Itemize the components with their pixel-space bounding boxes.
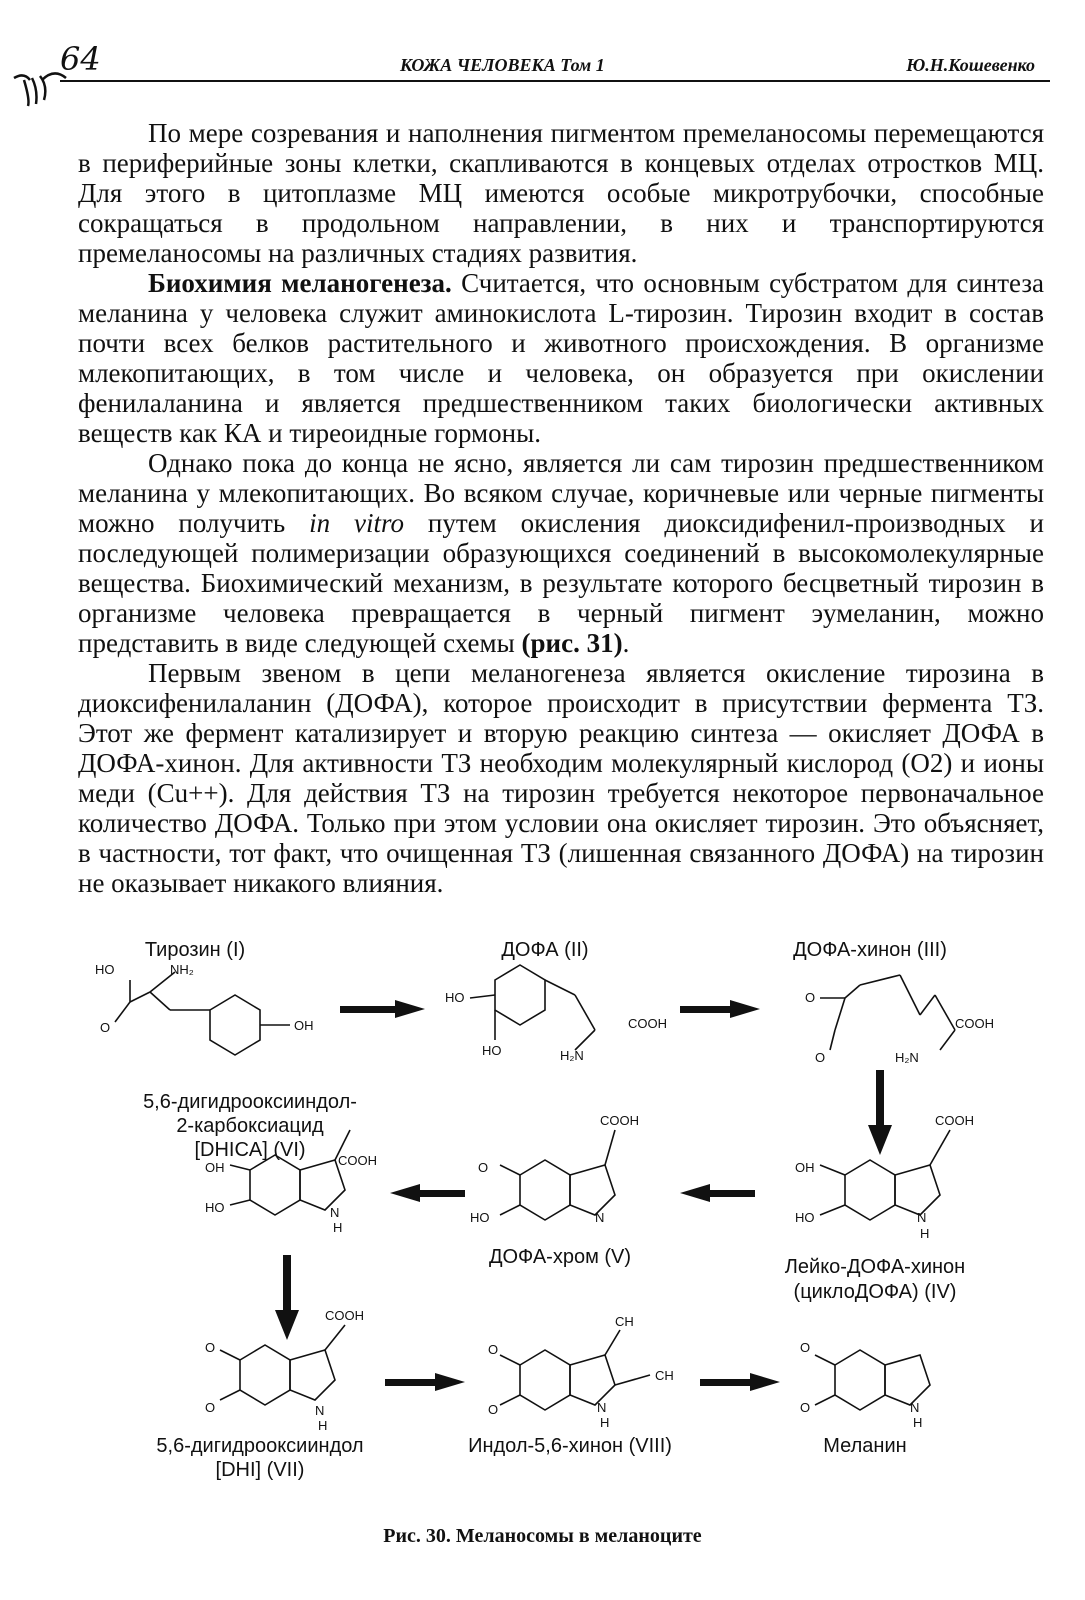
- arrow-down-2: [275, 1255, 299, 1340]
- label-indolequinone: Индол-5,6-хинон (VIII): [468, 1435, 672, 1457]
- label-dopachrome: ДОФА-хром (V): [488, 1246, 632, 1268]
- indolequinone-structure: [500, 1330, 650, 1410]
- label-melanin: Меланин: [823, 1435, 907, 1457]
- atom-label: CH: [655, 1368, 674, 1383]
- arrow-right-3: [385, 1373, 465, 1391]
- atom-label: N: [315, 1403, 325, 1418]
- paragraph-1: По мере созревания и наполнения пигментом премеланосомы перемещаются в периферийные зоны клетки, скапливаются в концевых отделах отростков МЦ. Для этого в цитоплазме МЦ имеются особые микротрубочки, способные сокращаться в продольном направлении, в них и транспортируются премеланосомы на различных стадиях развития.: [78, 118, 1044, 268]
- dopa-structure: [470, 965, 595, 1050]
- section-heading: Биохимия меланогенеза.: [148, 268, 452, 298]
- label-dopaquinone: ДОФА-хинон (III): [793, 939, 947, 961]
- atom-label: HO: [482, 1043, 502, 1058]
- atom-label: COOH: [338, 1153, 377, 1168]
- label-tyrosine: Тирозин (I): [144, 939, 246, 961]
- arrow-right-1: [340, 1000, 425, 1018]
- paragraph-3-end: .: [622, 628, 630, 658]
- arrow-left-1: [680, 1184, 755, 1202]
- atom-label: O: [478, 1160, 489, 1175]
- dopaquinone-structure: [820, 975, 955, 1050]
- paragraph-4: Первым звеном в цепи меланогенеза является окисление тирозина в диоксифенилаланин (ДОФА), которое происходит в присутствии фермента ТЗ. Этот же фермент катализирует и вторую реакцию синтеза — окисляет ДОФА в ДОФА-хинон. Для активности ТЗ необходим молекулярный кислород (О2) и ионы меди (Cu++). Для действия ТЗ на тирозин требуется некоторое первоначальное количество ДОФА. Только при этом условии она окисляет тирозин. Это объясняет, в частности, тот факт, что очищенная ТЗ (лишенная связанного ДОФА) на тирозин не оказывает никакого влияния.: [78, 658, 1044, 898]
- atom-label: HO: [95, 962, 115, 977]
- atom-label: OH: [795, 1160, 815, 1175]
- melanogenesis-scheme: [0, 920, 1085, 1520]
- label-dhica-line3: [DHICA] (VI): [194, 1139, 306, 1161]
- ornament-icon: [10, 70, 70, 110]
- leukodopaquinone-structure: [820, 1130, 950, 1220]
- atom-label: OH: [294, 1018, 314, 1033]
- atom-label: H: [913, 1415, 923, 1430]
- paragraph-3-text-a: Однако пока до конца не ясно, является ли сам тирозин предшественником меланина у млекопитающих. Во всяком случае, коричневые или черные пигменты можно получить: [78, 448, 1044, 538]
- atom-label: N: [917, 1210, 927, 1225]
- atom-label: O: [488, 1342, 499, 1357]
- atom-label: HO: [795, 1210, 815, 1225]
- atom-label: COOH: [325, 1308, 364, 1323]
- atom-label: OH: [205, 1160, 225, 1175]
- running-author: Ю.Н.Кошевенко: [906, 55, 1035, 75]
- atom-label: H: [600, 1415, 610, 1430]
- header-rule: [60, 80, 1050, 82]
- label-dhica-line1: 5,6-дигидрооксииндол-: [143, 1091, 357, 1113]
- atom-label: N: [597, 1400, 607, 1415]
- atom-label: COOH: [935, 1113, 974, 1128]
- running-title: КОЖА ЧЕЛОВЕКА Том 1: [400, 55, 605, 75]
- atom-label: H: [920, 1226, 930, 1241]
- atom-label: N: [595, 1210, 605, 1225]
- label-dhi-line2: [DHI] (VII): [215, 1459, 305, 1481]
- atom-label: H: [318, 1418, 328, 1433]
- atom-label: O: [100, 1020, 111, 1035]
- figure-reference: (рис. 31): [521, 628, 623, 658]
- label-dhi-line1: 5,6-дигидрооксииндол: [156, 1435, 364, 1457]
- label-dopa: ДОФА (II): [501, 939, 589, 961]
- dhica-structure: [230, 1130, 350, 1215]
- atom-label: COOH: [628, 1016, 667, 1031]
- paragraph-2-text: Считается, что основным субстратом для синтеза меланина у человека служит аминокислота L-тирозин. Тирозин входит в состав почти всех белков растительного и животного происхождения. В организме млекопитающих, в том числе и человека, он образуется при окислении фенилаланина и является предшественником таких биологически активных веществ как КА и тиреоидные гормоны.: [78, 268, 1044, 448]
- paragraph-2: [78, 268, 1044, 448]
- label-dhica-line2: 2-карбоксиацид: [176, 1115, 324, 1137]
- tyrosine-structure: [115, 972, 290, 1055]
- atom-label: O: [488, 1402, 499, 1417]
- atom-label: COOH: [955, 1016, 994, 1031]
- atom-label: COOH: [600, 1113, 639, 1128]
- label-leuko-line1: Лейко-ДОФА-хинон: [784, 1256, 966, 1278]
- dhi-structure: [220, 1325, 345, 1405]
- atom-label: HO: [205, 1200, 225, 1215]
- atom-label: HO: [445, 990, 465, 1005]
- latin-term: in vitro: [309, 508, 404, 538]
- atom-label: O: [815, 1050, 826, 1065]
- arrow-right-4: [700, 1373, 780, 1391]
- atom-label: N: [910, 1400, 920, 1415]
- page-header: [0, 0, 1085, 110]
- atom-label: N: [330, 1205, 340, 1220]
- paragraph-3-text-b: путем окисления диоксидифенил-производных и последующей полимеризации образующихся соединений в высокомолекулярные вещества. Биохимический механизм, в результате которого бесцветный тирозин в организме человека превращается в черный пигмент эумеланин, можно представить в виде следующей схемы: [78, 508, 1044, 658]
- atom-label: O: [205, 1340, 216, 1355]
- atom-label: HO: [470, 1210, 490, 1225]
- arrow-left-2: [390, 1184, 465, 1202]
- atom-label: NH₂: [170, 962, 194, 977]
- page-number: 64: [60, 40, 101, 78]
- body-text: [78, 118, 1044, 898]
- atom-label: H₂N: [895, 1050, 919, 1065]
- atom-label: O: [800, 1340, 811, 1355]
- atom-label: O: [805, 990, 816, 1005]
- atom-label: H₂N: [560, 1048, 584, 1063]
- reaction-diagram: [0, 920, 1085, 1520]
- atom-label: O: [205, 1400, 216, 1415]
- arrow-down-1: [868, 1070, 892, 1155]
- arrow-right-2: [680, 1000, 760, 1018]
- atom-label: O: [800, 1400, 811, 1415]
- dopachrome-structure: [500, 1130, 615, 1220]
- figure-caption: Рис. 30. Меланосомы в меланоците: [383, 1525, 702, 1547]
- label-leuko-line2: (циклоДОФА) (IV): [793, 1281, 957, 1303]
- atom-label: CH: [615, 1314, 634, 1329]
- paragraph-3: [78, 448, 1044, 658]
- atom-label: H: [333, 1220, 343, 1235]
